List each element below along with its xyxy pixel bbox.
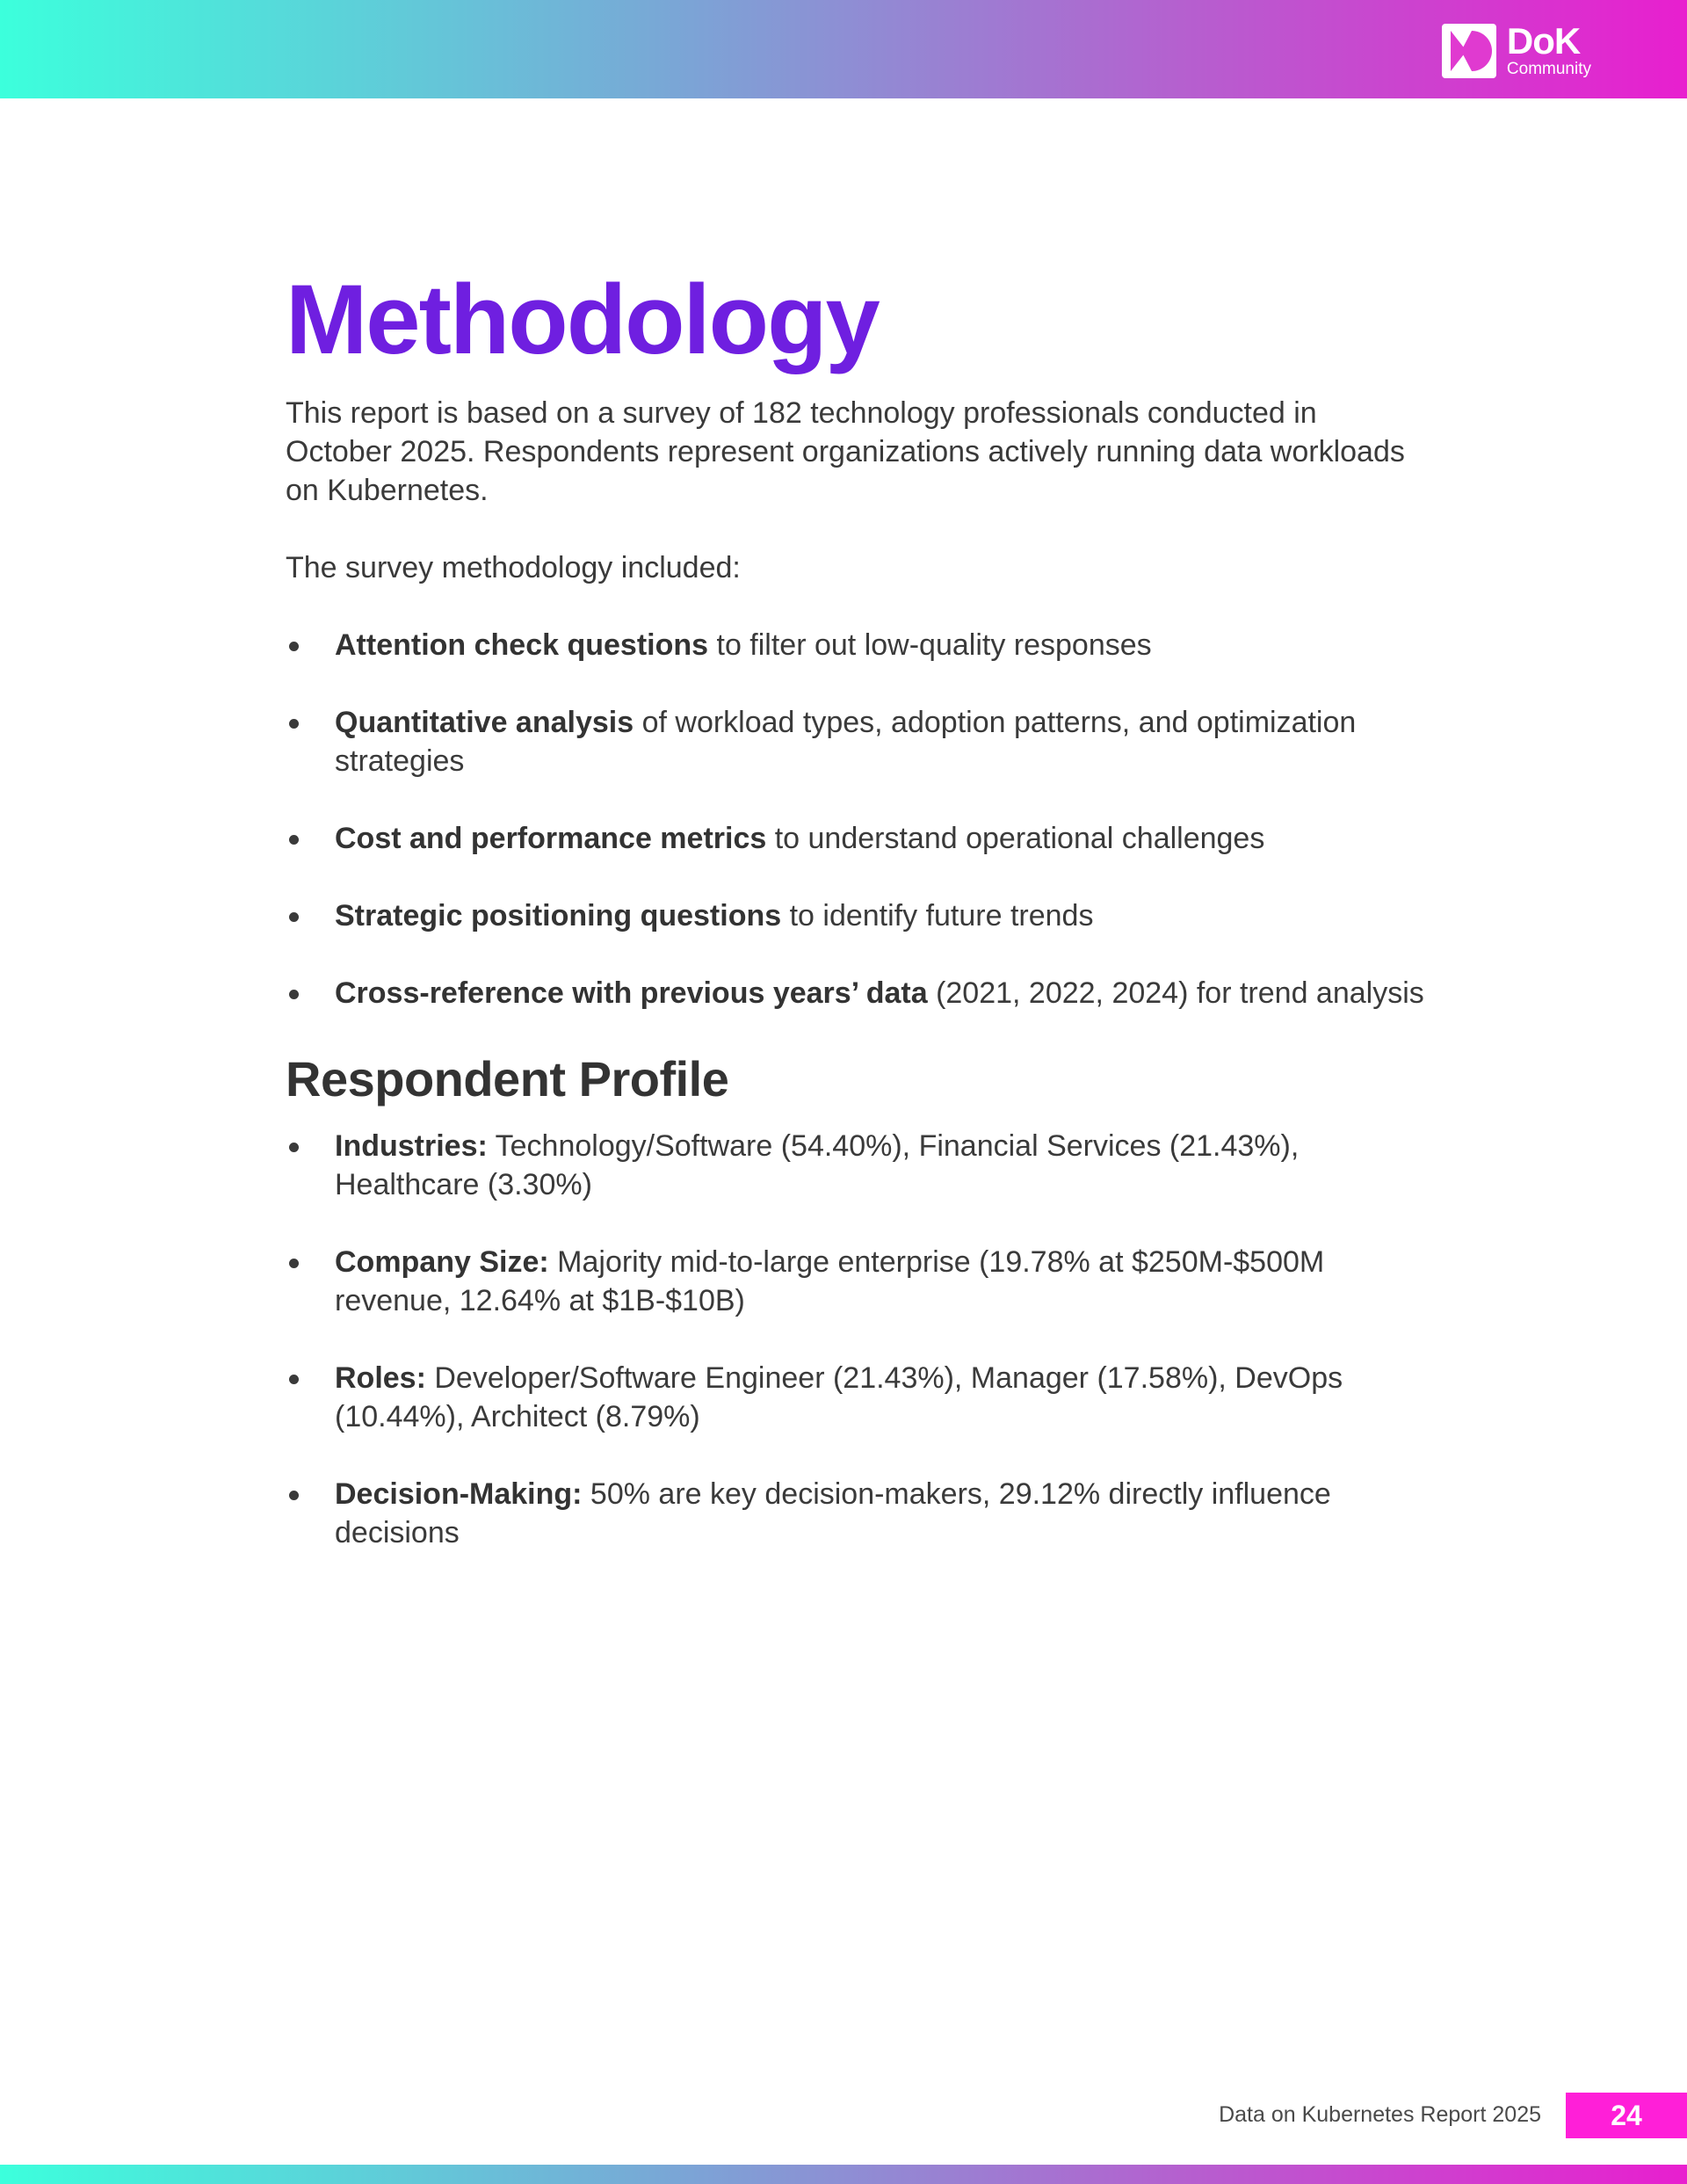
- footer-report-name: Data on Kubernetes Report 2025: [1219, 2102, 1541, 2127]
- logo-name: DoK: [1506, 20, 1581, 62]
- list-item: Cross-reference with previous years’ data (2021, 2022, 2024) for trend analysis: [286, 974, 1428, 1012]
- page-number-badge: 24: [1566, 2093, 1687, 2138]
- profile-list: [286, 1127, 1428, 1552]
- methodology-list: [286, 626, 1428, 1012]
- list-item: Quantitative analysis of workload types, adoption patterns, and optimization strategies: [286, 703, 1428, 780]
- list-item: Attention check questions to filter out low-quality responses: [286, 626, 1428, 664]
- list-item: Decision-Making: 50% are key decision-makers, 29.12% directly influence decisions: [286, 1475, 1428, 1552]
- methodology-lead: The survey methodology included:: [286, 551, 741, 584]
- list-item: Strategic positioning questions to identify future trends: [286, 896, 1428, 935]
- logo-subtitle: Community: [1506, 60, 1591, 78]
- dok-logo: [1442, 21, 1591, 81]
- page-title: Methodology: [286, 265, 879, 374]
- list-item: Company Size: Majority mid-to-large enterprise (19.78% at $250M-$500M revenue, 12.64% at $1B-$10B): [286, 1243, 1428, 1320]
- main-content: [286, 264, 1428, 1591]
- list-item: Roles: Developer/Software Engineer (21.43%), Manager (17.58%), DevOps (10.44%), Architect (8.79%): [286, 1359, 1428, 1436]
- header-gradient-bar: [0, 0, 1687, 98]
- list-item: Cost and performance metrics to understand operational challenges: [286, 819, 1428, 858]
- list-item: Industries: Technology/Software (54.40%), Financial Services (21.43%), Healthcare (3.30%): [286, 1127, 1428, 1204]
- footer-gradient-bar: [0, 2165, 1687, 2184]
- intro-paragraph: This report is based on a survey of 182 technology professionals conducted in October 2025. Respondents represent organizations actively running data workloads on Kubernetes.: [286, 396, 1405, 507]
- section-title-respondent-profile: Respondent Profile: [286, 1051, 729, 1107]
- dok-logo-icon: [1442, 24, 1496, 78]
